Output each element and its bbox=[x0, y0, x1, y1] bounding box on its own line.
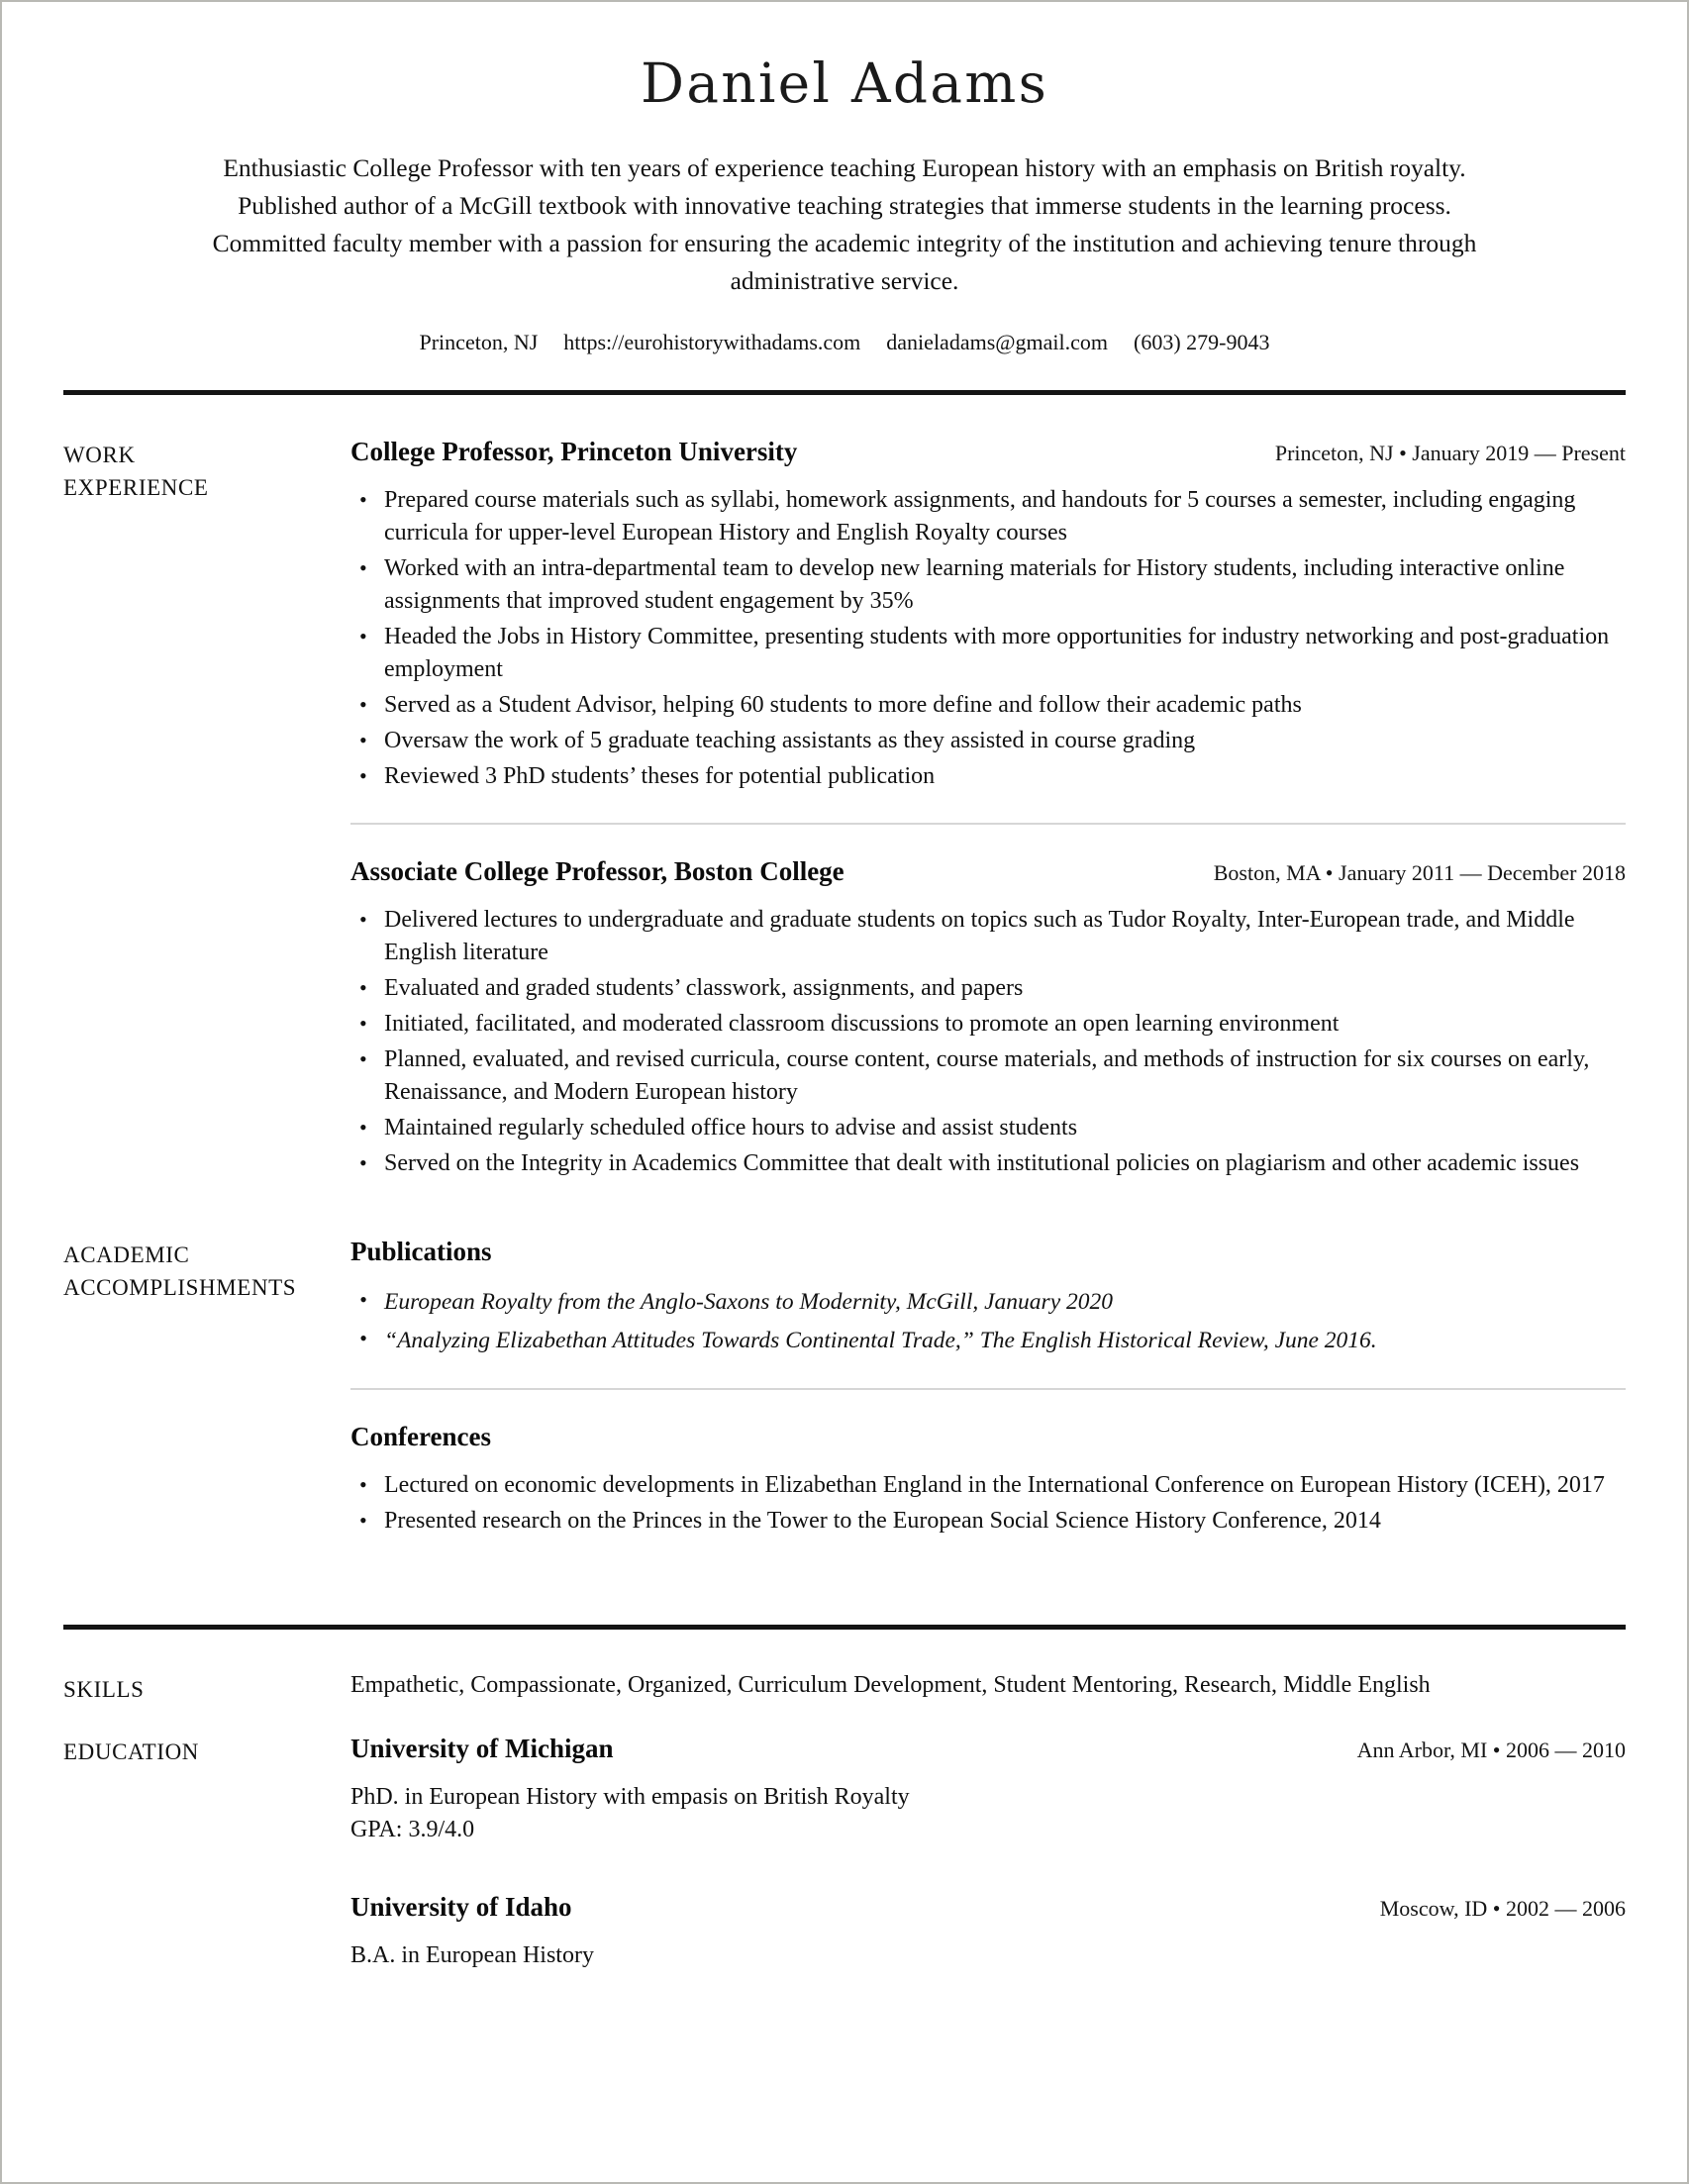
section-label-line-1: ACADEMIC bbox=[63, 1241, 190, 1267]
work-entry-meta: Boston, MA • January 2011 — December 2018 bbox=[1213, 859, 1626, 885]
list-item: • Presented research on the Princes in the Tower to the European Social Science History Conference, 2014 bbox=[350, 1505, 1626, 1538]
list-item: • Prepared course materials such as syllabi, homework assignments, and handouts for 5 courses a semester, including engaging curricula for upper-level European History and English Royalty courses bbox=[350, 484, 1626, 549]
entry-divider bbox=[350, 823, 1626, 825]
candidate-name: Daniel Adams bbox=[640, 51, 1049, 115]
education-entry bbox=[350, 1732, 1626, 1846]
conferences-block bbox=[350, 1420, 1626, 1538]
publications-heading: Publications bbox=[350, 1236, 492, 1266]
education-degree: B.A. in European History bbox=[350, 1941, 594, 1968]
education-school: University of Idaho bbox=[350, 1891, 572, 1922]
education-entry bbox=[350, 1890, 1626, 1972]
education-meta: Ann Arbor, MI • 2006 — 2010 bbox=[1356, 1737, 1626, 1762]
list-item: • Delivered lectures to undergraduate and graduate students on topics such as Tudor Royalty, Inter-European trade, and Middle English literature bbox=[350, 904, 1626, 969]
list-item: • Reviewed 3 PhD students’ theses for potential publication bbox=[350, 760, 1626, 793]
list-item: • Lectured on economic developments in Elizabethan England in the International Conference on European History (ICEH), 2017 bbox=[350, 1469, 1626, 1502]
section-label-line-2: ACCOMPLISHMENTS bbox=[63, 1274, 297, 1300]
work-entry bbox=[350, 435, 1626, 793]
conferences-list bbox=[350, 1469, 1626, 1538]
work-entry-header bbox=[350, 854, 1626, 888]
list-item: • European Royalty from the Anglo-Saxons to Modernity, McGill, January 2020 bbox=[350, 1284, 1626, 1320]
education-entry-header bbox=[350, 1890, 1626, 1924]
section-label-skills bbox=[63, 1669, 350, 1706]
list-item: • Headed the Jobs in History Committee, presenting students with more opportunities for industry networking and post-graduation employment bbox=[350, 621, 1626, 686]
section-label-work-experience bbox=[63, 435, 350, 504]
education-meta: Moscow, ID • 2002 — 2006 bbox=[1379, 1895, 1626, 1921]
list-item: • Maintained regularly scheduled office hours to advise and assist students bbox=[350, 1112, 1626, 1144]
section-label-line-2: EXPERIENCE bbox=[63, 474, 209, 500]
section-label-line-1: SKILLS bbox=[63, 1676, 145, 1702]
professional-summary: Enthusiastic College Professor with ten years of experience teaching European history with an emphasis on British royalty. Published author of a McGill textbook with innovative teaching strategies that immerse students in the learning process. Committed faculty member with a passion for ensuring the academic integrity of the institution and achieving tenure through administrative service. bbox=[212, 152, 1477, 295]
work-entry-title: Associate College Professor, Boston College bbox=[350, 855, 844, 886]
contact-email[interactable]: danieladams@gmail.com bbox=[886, 329, 1108, 354]
section-label-line-1: WORK bbox=[63, 442, 136, 467]
work-entry-header bbox=[350, 435, 1626, 468]
work-entry-bullets bbox=[350, 484, 1626, 793]
list-item: • “Analyzing Elizabethan Attitudes Towards Continental Trade,” The English Historical Review, June 2016. bbox=[350, 1323, 1626, 1358]
list-item: • Worked with an intra-departmental team to develop new learning materials for History students, including interactive online assignments that improved student engagement by 35% bbox=[350, 552, 1626, 618]
section-work-experience bbox=[63, 435, 1626, 1183]
publications-list bbox=[350, 1284, 1626, 1358]
resume-header bbox=[63, 53, 1626, 357]
list-item: • Oversaw the work of 5 graduate teaching assistants as they assisted in course grading bbox=[350, 725, 1626, 757]
list-item: • Served as a Student Advisor, helping 60 students to more define and follow their academic paths bbox=[350, 689, 1626, 722]
list-item: • Served on the Integrity in Academics Committee that dealt with institutional policies on plagiarism and other academic issues bbox=[350, 1147, 1626, 1180]
work-entry-bullets bbox=[350, 904, 1626, 1180]
section-label-education bbox=[63, 1732, 350, 1768]
skills-text: Empathetic, Compassionate, Organized, Curriculum Development, Student Mentoring, Research, Middle English bbox=[350, 1671, 1431, 1698]
education-degree: PhD. in European History with empasis on British Royalty bbox=[350, 1783, 910, 1810]
education-entry-header bbox=[350, 1732, 1626, 1765]
list-item: • Initiated, facilitated, and moderated classroom discussions to promote an open learning environment bbox=[350, 1008, 1626, 1041]
section-label-academic-accomplishments bbox=[63, 1235, 350, 1304]
work-entry bbox=[350, 854, 1626, 1180]
list-item: • Planned, evaluated, and revised curricula, course content, course materials, and methods of instruction for six courses on early, Renaissance, and Modern European history bbox=[350, 1043, 1626, 1109]
education-gpa: GPA: 3.9/4.0 bbox=[350, 1816, 475, 1842]
conferences-heading: Conferences bbox=[350, 1421, 491, 1451]
work-entry-title: College Professor, Princeton University bbox=[350, 436, 798, 466]
work-entry-meta: Princeton, NJ • January 2019 — Present bbox=[1274, 440, 1626, 465]
list-item: • Evaluated and graded students’ classwork, assignments, and papers bbox=[350, 972, 1626, 1005]
section-skills bbox=[63, 1669, 1626, 1706]
contact-phone: (603) 279-9043 bbox=[1134, 329, 1270, 354]
entry-divider bbox=[350, 1388, 1626, 1390]
section-academic-accomplishments bbox=[63, 1235, 1626, 1540]
contact-location: Princeton, NJ bbox=[419, 329, 539, 354]
section-label-line-1: EDUCATION bbox=[63, 1738, 199, 1764]
section-education bbox=[63, 1732, 1626, 1972]
publications-block bbox=[350, 1235, 1626, 1358]
education-school: University of Michigan bbox=[350, 1733, 614, 1763]
contact-line bbox=[63, 328, 1626, 357]
contact-website[interactable]: https://eurohistorywithadams.com bbox=[563, 329, 861, 354]
